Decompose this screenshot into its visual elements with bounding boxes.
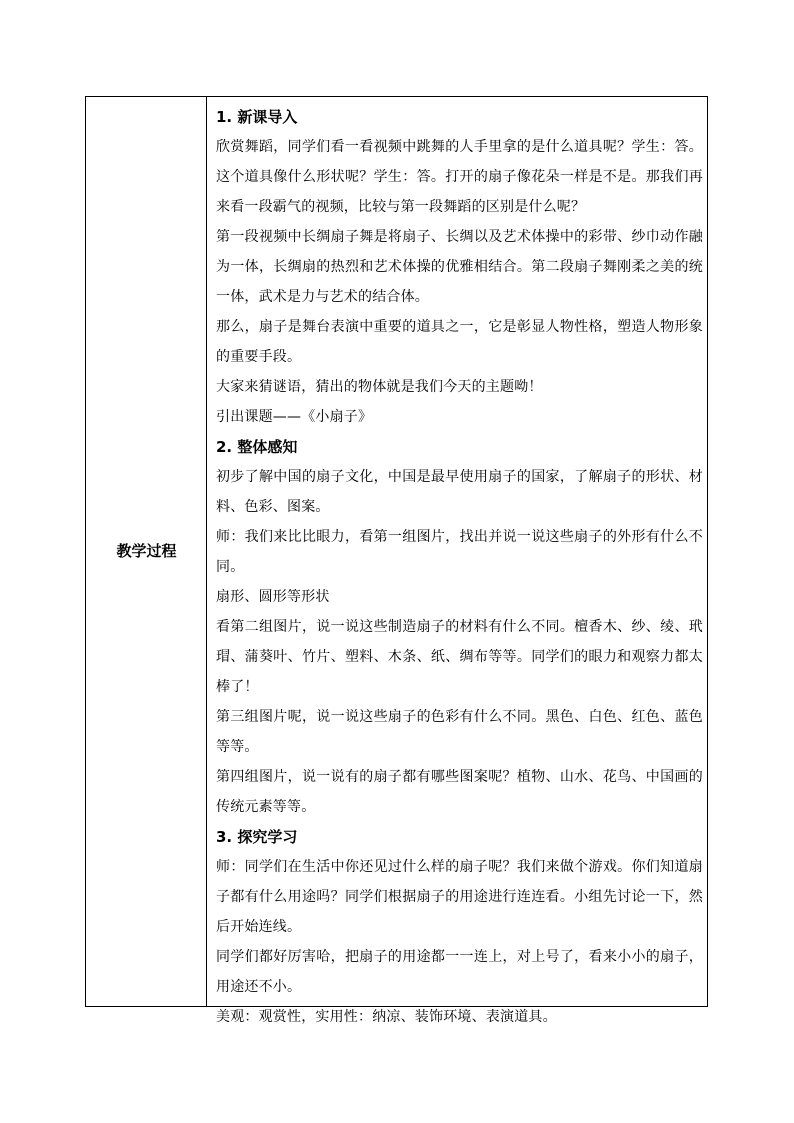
paragraph: 师：我们来比比眼力，看第一组图片，找出并说一说这些扇子的外形有什么不同。 <box>216 529 703 575</box>
heading-intro: 1. 新课导入 <box>216 108 298 126</box>
paragraph: 扇形、圆形等形状 <box>216 589 330 605</box>
heading-explore: 3. 探究学习 <box>216 828 298 846</box>
section-label: 教学过程 <box>116 542 177 560</box>
paragraph: 第一段视频中长绸扇子舞是将扇子、长绸以及艺术体操中的彩带、纱巾动作融为一体，长绸扇的热烈和艺术体操的优雅相结合。第二段扇子舞刚柔之美的统一体，武术是力与艺术的结合体。 <box>216 229 703 305</box>
content-column <box>216 102 703 1032</box>
heading-overview: 2. 整体感知 <box>216 438 298 456</box>
paragraph: 引出课题——《小扇子》 <box>216 409 373 425</box>
paragraph: 美观：观赏性，实用性：纳凉、装饰环境、表演道具。 <box>216 1009 557 1025</box>
lesson-table <box>85 96 708 1025</box>
paragraph: 那么，扇子是舞台表演中重要的道具之一，它是彰显人物性格，塑造人物形象的重要手段。 <box>216 319 703 365</box>
paragraph: 看第二组图片，说一说这些制造扇子的材料有什么不同。檀香木、纱、绫、玳瑁、蒲葵叶、竹片、塑料、木条、纸、绸布等等。同学们的眼力和观察力都太棒了！ <box>216 619 703 695</box>
paragraph: 初步了解中国的扇子文化，中国是最早使用扇子的国家，了解扇子的形状、材料、色彩、图案。 <box>216 469 703 515</box>
paragraph: 第四组图片，说一说有的扇子都有哪些图案呢？植物、山水、花鸟、中国画的传统元素等等。 <box>216 769 703 815</box>
paragraph: 欣赏舞蹈，同学们看一看视频中跳舞的人手里拿的是什么道具呢？学生：答。这个道具像什么形状呢？学生：答。打开的扇子像花朵一样是不是。那我们再来看一段霸气的视频，比较与第一段舞蹈的区别是什么呢？ <box>216 139 703 215</box>
paragraph: 同学们都好厉害哈，把扇子的用途都一一连上，对上号了，看来小小的扇子，用途还不小。 <box>216 949 703 995</box>
paragraph: 第三组图片呢，说一说这些扇子的色彩有什么不同。黑色、白色、红色、蓝色等等。 <box>216 709 703 755</box>
label-column <box>86 97 207 1006</box>
paragraph: 师：同学们在生活中你还见过什么样的扇子呢？我们来做个游戏。你们知道扇子都有什么用途吗？同学们根据扇子的用途进行连连看。小组先讨论一下，然后开始连线。 <box>216 859 703 935</box>
paragraph: 大家来猜谜语，猜出的物体就是我们今天的主题呦！ <box>216 379 543 395</box>
